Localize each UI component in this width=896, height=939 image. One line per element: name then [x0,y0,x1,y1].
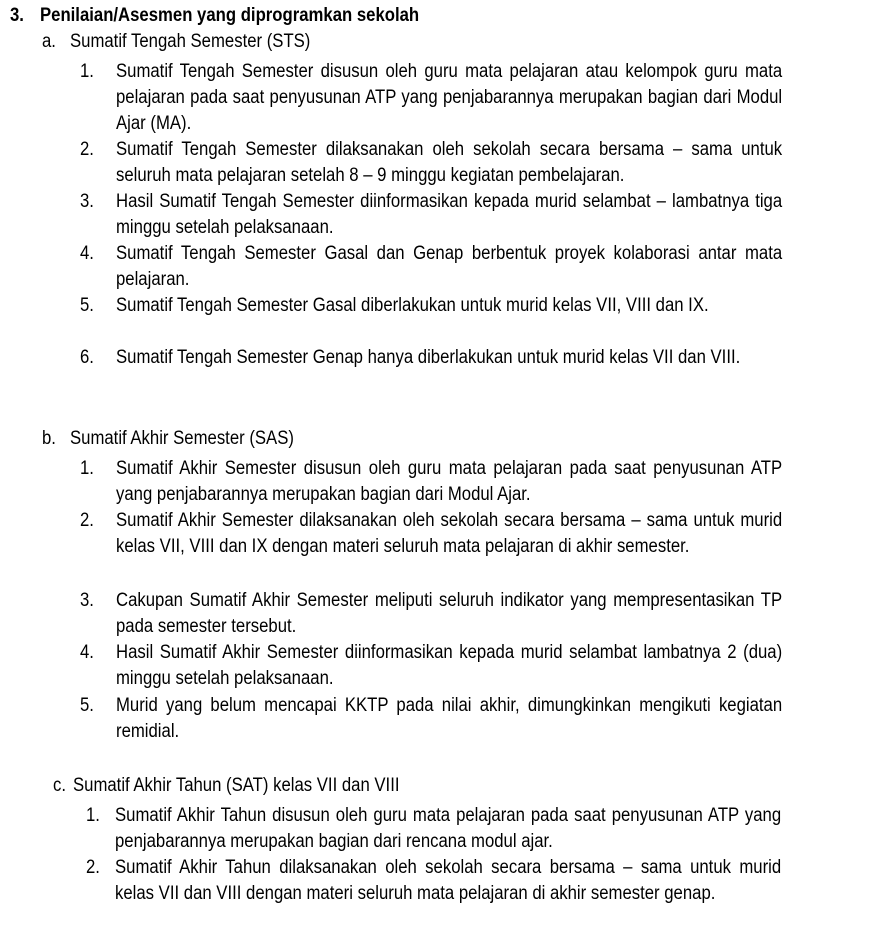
list-item-text: Hasil Sumatif Akhir Semester diinformasikan kepada murid selambat lambatnya 2 (dua) minggu setelah pelaksanaan. [116,642,783,689]
section-title: Penilaian/Asesmen yang diprogramkan sekolah [40,5,420,26]
list-item-number: 2. [80,510,94,531]
list-item-text: Sumatif Akhir Semester disusun oleh guru mata pelajaran pada saat penyusunan ATP yang penjabarannya merupakan bagian dari Modul Ajar. [116,458,783,505]
subsection-title-sas: Sumatif Akhir Semester (SAS) [70,428,294,449]
list-item-number: 1. [80,458,94,479]
list-item-number: 6. [80,347,94,368]
list-item-number: 1. [80,61,94,82]
list-item-text: Sumatif Tengah Semester Gasal dan Genap berbentuk proyek kolaborasi antar mata pelajaran. [116,243,783,290]
subsection-letter-c: c. [53,775,67,796]
list-item-number: 5. [80,695,94,716]
section-number: 3. [10,5,24,26]
list-item-text: Sumatif Akhir Semester dilaksanakan oleh sekolah secara bersama – sama untuk murid kelas VII, VIII dan IX dengan materi seluruh mata pelajaran di akhir semester. [116,510,783,557]
list-item-number: 2. [80,139,94,160]
list-item-text: Sumatif Tengah Semester disusun oleh guru mata pelajaran atau kelompok guru mata pelajaran pada saat penyusunan ATP yang penjabarannya merupakan bagian dari Modul Ajar (MA). [116,61,783,134]
list-item-text: Hasil Sumatif Tengah Semester diinformasikan kepada murid selambat – lambatnya tiga minggu setelah pelaksanaan. [116,191,783,238]
list-item-number: 1. [86,805,100,826]
list-item-text: Cakupan Sumatif Akhir Semester meliputi seluruh indikator yang mempresentasikan TP pada semester tersebut. [116,590,783,637]
subsection-title-sat: Sumatif Akhir Tahun (SAT) kelas VII dan VIII [73,775,400,796]
list-item-text: Sumatif Akhir Tahun dilaksanakan oleh sekolah secara bersama – sama untuk murid kelas VII dan VIII dengan materi seluruh mata pelajaran di akhir semester genap. [115,857,782,904]
list-item-text: Sumatif Tengah Semester Genap hanya diberlakukan untuk murid kelas VII dan VIII. [116,347,741,368]
list-item-text: Murid yang belum mencapai KKTP pada nilai akhir, dimungkinkan mengikuti kegiatan remidial. [116,695,783,742]
list-item-text: Sumatif Tengah Semester Gasal diberlakukan untuk murid kelas VII, VIII dan IX. [116,295,709,316]
list-item-number: 3. [80,191,94,212]
list-item-number: 2. [86,857,100,878]
list-item-number: 5. [80,295,94,316]
subsection-letter-a: a. [42,31,56,52]
subsection-letter-b: b. [42,428,56,449]
list-item-number: 4. [80,642,94,663]
subsection-title-sts: Sumatif Tengah Semester (STS) [70,31,311,52]
list-item-text: Sumatif Tengah Semester dilaksanakan oleh sekolah secara bersama – sama untuk seluruh mata pelajaran setelah 8 – 9 minggu kegiatan pembelajaran. [116,139,783,186]
list-item-text: Sumatif Akhir Tahun disusun oleh guru mata pelajaran pada saat penyusunan ATP yang penjabarannya merupakan bagian dari rencana modul ajar. [115,805,782,852]
list-item-number: 4. [80,243,94,264]
list-item-number: 3. [80,590,94,611]
